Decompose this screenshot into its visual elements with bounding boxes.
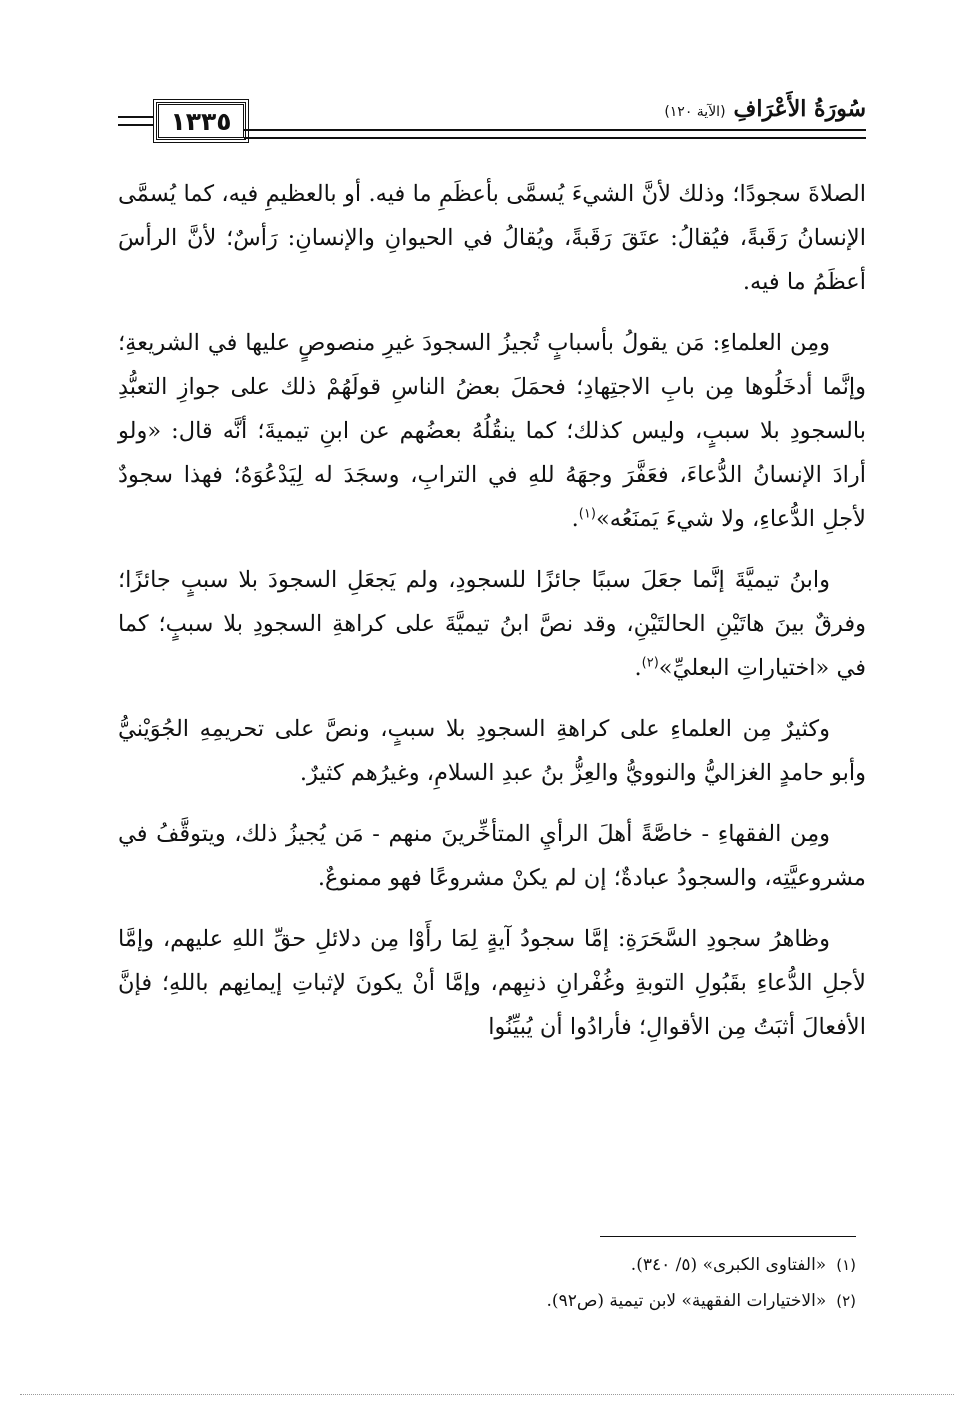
main-text	[118, 172, 866, 1066]
paragraph	[118, 558, 866, 690]
footnote-number: (٢)	[836, 1292, 856, 1310]
footnotes	[108, 1247, 856, 1319]
paragraph-text: الصلاةَ سجودًا؛ وذلك لأنَّ الشيءَ يُسمَّى بأعظَمِ ما فيه. أو بالعظيمِ فيه، كما يُسمَّى الإنسانُ رَقَبةً، فيُقالُ: عتَقَ رَقَبةً، ويُقالُ في الحيوانِ والإنسانِ: رَأسٌ؛ لأنَّ الرأسَ أعظَمُ ما فيه.	[118, 181, 866, 295]
running-title	[664, 96, 866, 122]
footnote-text: «الفتاوى الكبرى» (٥/ ٣٤٠).	[630, 1255, 827, 1275]
paragraph-tail: .	[571, 506, 579, 532]
header-rule-left	[118, 116, 154, 126]
footnote	[108, 1283, 856, 1319]
page-number-frame	[156, 102, 246, 140]
paragraph-text: ومِن العلماءِ: مَن يقولُ بأسبابٍ تُجيزُ السجودَ غيرِ منصوصٍ عليها في الشريعةِ؛ وإنَّما أدخَلُوها مِن بابِ الاجتِهادِ؛ فحمَلَ بعضُ الناسِ قولَهُمْ ذلك على جوازِ التعبُّدِ بالسجودِ بلا سببٍ، وليس كذلك؛ كما ينقُلُهُ بعضُهم عن ابنِ تيميةَ؛ أنَّه قال: «ولو أرادَ الإنسانُ الدُّعاءَ، فعَفَّرَ وجهَهُ للهِ في الترابِ، وسجَدَ له لِيَدْعُوَهُ؛ فهذا سجودٌ لأجلِ الدُّعاءِ، ولا شيءَ يَمنَعُه»	[118, 330, 866, 532]
ayah-reference: (الآية ١٢٠)	[664, 104, 726, 120]
paragraph	[118, 917, 866, 1049]
page-header	[118, 96, 866, 146]
footnote-number: (١)	[836, 1256, 856, 1274]
footnote	[108, 1247, 856, 1283]
header-rule-right	[244, 129, 866, 139]
footnote-marker[interactable]: (٢)	[641, 655, 659, 671]
paragraph	[118, 707, 866, 795]
page-number: ١٣٣٥	[170, 106, 232, 136]
surah-name: سُورَةُ الأَعْرَافِ	[733, 96, 866, 122]
paragraph-text: وظاهرُ سجودِ السَّحَرَةِ: إمَّا سجودُ آيةٍ لِمَا رأَوْا مِن دلائلِ حقِّ اللهِ عليهم، وإمَّا لأجلِ الدُّعاءِ بقَبُولِ التوبةِ وغُفْرانِ ذنبِهم، وإمَّا أنْ يكونَ لإثباتِ إيمانِهم باللهِ؛ فإنَّ الأفعالَ أثبَتُ مِن الأقوالِ؛ فأرادُوا أن يُبيِّنُوا	[118, 926, 866, 1040]
footnote-text: «الاختيارات الفقهية» لابن تيمية (ص٩٢).	[546, 1291, 827, 1311]
footnote-separator	[600, 1236, 856, 1237]
paragraph-tail: .	[634, 655, 642, 681]
paragraph	[118, 321, 866, 541]
paragraph-text: وابنُ تيميَّةَ إنَّما جعَلَ سببًا جائزًا للسجودِ، ولم يَجعَلِ السجودَ بلا سببٍ جائزًا؛ وفرقٌ بينَ هاتَيْنِ الحالتَيْنِ، وقد نصَّ ابنُ تيميَّةَ على كراهةِ السجودِ بلا سببٍ؛ كما في «اختياراتِ البعليِّ»	[118, 567, 866, 681]
paragraph	[118, 172, 866, 304]
paragraph-text: ومِن الفقهاءِ - خاصَّةً أهلَ الرأيِ المتأخِّرينَ منهم - مَن يُجيزُ ذلك، ويتوقَّفُ في مشروعيَّتِه، والسجودُ عبادةٌ؛ إن لم يكنْ مشروعًا فهو ممنوعٌ.	[118, 821, 866, 891]
paragraph-text: وكثيرٌ مِن العلماءِ على كراهةِ السجودِ بلا سببٍ، ونصَّ على تحريمِهِ الجُوَيْنيُّ وأبو حامدٍ الغزاليُّ والنوويُّ والعِزُّ بنُ عبدِ السلامِ، وغيرُهم كثيرٌ.	[118, 716, 866, 786]
footnote-marker[interactable]: (١)	[578, 506, 596, 522]
scan-edge-dots	[20, 1394, 954, 1395]
paragraph	[118, 812, 866, 900]
